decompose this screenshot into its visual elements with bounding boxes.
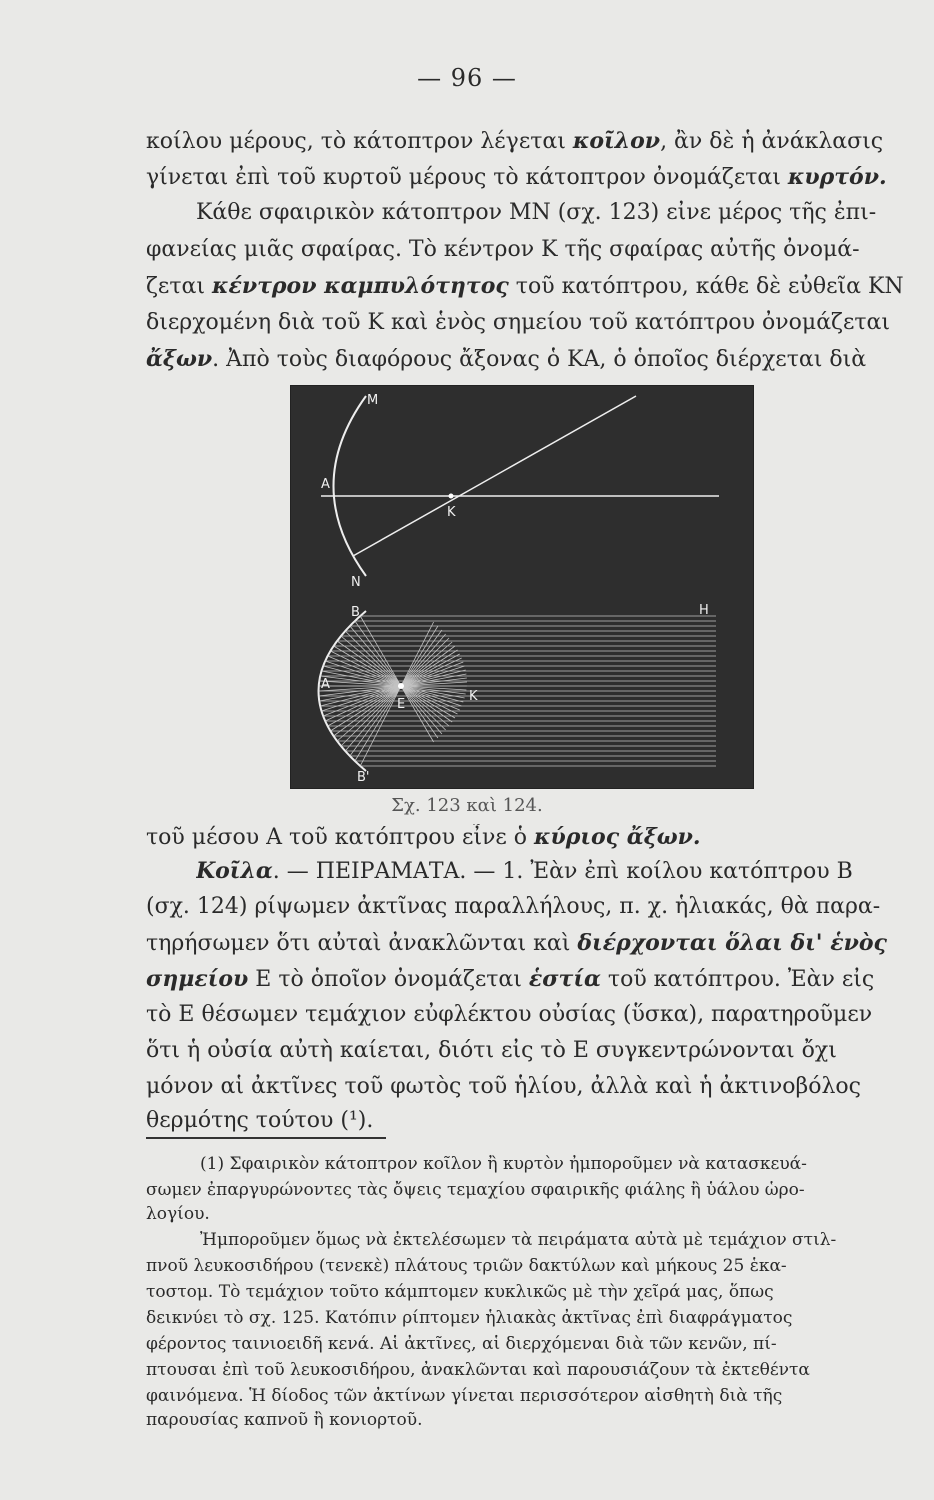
text-line: Κάθε σφαιρικὸν κάτοπτρον ΜΝ (σχ. 123) εἶνε μέρος τῆς ἐπι- — [196, 200, 877, 225]
footnote-line: φαινόμενα. Ἡ δίοδος τῶν ἀκτίνων γίνεται περισσότερον αἰσθητὴ διὰ τῆς — [146, 1386, 783, 1406]
reflected-ray — [328, 654, 460, 726]
text-line: (σχ. 124) ρίψωμεν ἀκτῖνας παραλλήλους, π. χ. ἡλιακάς, θὰ παρα- — [146, 894, 881, 919]
reflected-ray — [345, 634, 445, 751]
figure-mirror-diagrams — [290, 385, 754, 789]
footnote-line: παρουσίας καπνοῦ ἢ κονιορτοῦ. — [146, 1410, 423, 1430]
text-line: διερχομένη διὰ τοῦ Κ καὶ ἑνὸς σημείου τοῦ κατόπτρου ὀνομάζεται — [146, 310, 891, 335]
figure-caption: Σχ. 123 καὶ 124. — [391, 795, 543, 816]
text-line: σημείου Ε τὸ ὁποῖον ὀνομάζεται ἑστία τοῦ κατόπτρου. Ἐὰν εἰς — [146, 966, 875, 992]
label-N: N — [351, 575, 361, 590]
footnote-line: πνοῦ λευκοσιδήρου (τενεκὲ) πλάτους τριῶν δακτύλων καὶ μήκους 25 ἑκα- — [146, 1256, 787, 1276]
reflected-ray — [323, 662, 463, 716]
label-K-fig124: K — [469, 689, 478, 704]
label-A-fig123: A — [321, 477, 330, 492]
figure-svg — [291, 386, 753, 788]
label-B: B — [351, 605, 360, 620]
text-line: γίνεται ἐπὶ τοῦ κυρτοῦ μέρους τὸ κάτοπτρον ὀνομάζεται κυρτόν. — [146, 164, 887, 190]
footnote-line: λογίου. — [146, 1204, 210, 1224]
text-line: τὸ Ε θέσωμεν τεμάχιον εὐφλέκτου οὐσίας (ὕσκα), παρατηροῦμεν — [146, 1002, 873, 1027]
footnote-divider — [146, 1137, 386, 1139]
text-line: κοίλου μέρους, τὸ κάτοπτρον λέγεται κοῖλον, ἂν δὲ ἡ ἀνάκλασις — [146, 128, 884, 154]
text-line: τοῦ μέσου Α τοῦ κατόπτρου εἶνε ὁ κύριος ἄξων. — [146, 824, 701, 850]
footnote-line: πτουσαι ἐπὶ τοῦ λευκοσιδήρου, ἀνακλῶνται καὶ παρουσιάζουν τὰ ἐκτεθέντα — [146, 1360, 810, 1380]
text-line: Κοῖλα. — ΠΕΙΡΑΜΑΤΑ. — 1. Ἐὰν ἐπὶ κοίλου κατόπτρου Β — [196, 858, 853, 884]
text-line: μόνον αἱ ἀκτῖνες τοῦ φωτὸς τοῦ ἡλίου, ἀλλὰ καὶ ἡ ἀκτινοβόλος — [146, 1074, 861, 1099]
label-B-prime: B' — [357, 770, 370, 785]
text-line: τηρήσωμεν ὅτι αὐταὶ ἀνακλῶνται καὶ διέρχονται ὅλαι δι' ἑνὸς — [146, 930, 887, 956]
text-line: ἄξων. Ἀπὸ τοὺς διαφόρους ἄξονας ὁ ΚΑ, ὁ ὁποῖος διέρχεται διὰ — [146, 346, 867, 372]
reflected-ray — [320, 670, 465, 706]
label-E: E — [397, 697, 406, 712]
label-M: M — [367, 393, 379, 408]
text-line: ὅτι ἡ οὐσία αὐτὴ καίεται, διότι εἰς τὸ Ε συγκεντρώνονται ὄχι — [146, 1038, 837, 1063]
text-line: ζεται κέντρον καμπυλότητος τοῦ κατόπτρου, κάθε δὲ εὐθεῖα ΚΝ — [146, 273, 904, 299]
page-number: — 96 — — [417, 64, 517, 92]
footnote-line: σωμεν ἐπαργυρώνοντες τὰς ὄψεις τεμαχίου σφαιρικῆς φιάλης ἢ ὑάλου ὡρο- — [146, 1180, 805, 1200]
text-line: φανείας μιᾶς σφαίρας. Τὸ κέντρον Κ τῆς σφαίρας αὐτῆς ὀνομά- — [146, 237, 860, 262]
label-K-fig123: K — [447, 505, 456, 520]
footnote-line: (1) Σφαιρικὸν κάτοπτρον κοῖλον ἢ κυρτὸν ἠμποροῦμεν νὰ κατασκευά- — [200, 1154, 807, 1174]
label-H: H — [699, 603, 709, 618]
footnote-line: τοστομ. Τὸ τεμάχιον τοῦτο κάμπτομεν κυκλικῶς μὲ τὴν χεῖρά μας, ὅπως — [146, 1282, 774, 1302]
footnote-line: φέροντος ταινιοειδῆ κενά. Αἱ ἀκτῖνες, αἱ διερχόμεναι διὰ τῶν κενῶν, πί- — [146, 1334, 777, 1354]
footnote-line: Ἠμποροῦμεν ὅμως νὰ ἐκτελέσωμεν τὰ πειράματα αὐτὰ μὲ τεμάχιον στιλ- — [200, 1230, 837, 1250]
text-line: θερμότης τούτου (¹). — [146, 1108, 374, 1133]
footnote-line: δεικνύει τὸ σχ. 125. Κατόπιν ρίπτομεν ἡλιακὰς ἀκτῖνας ἐπὶ διαφράγματος — [146, 1308, 793, 1328]
label-A-fig124: A — [321, 677, 330, 692]
